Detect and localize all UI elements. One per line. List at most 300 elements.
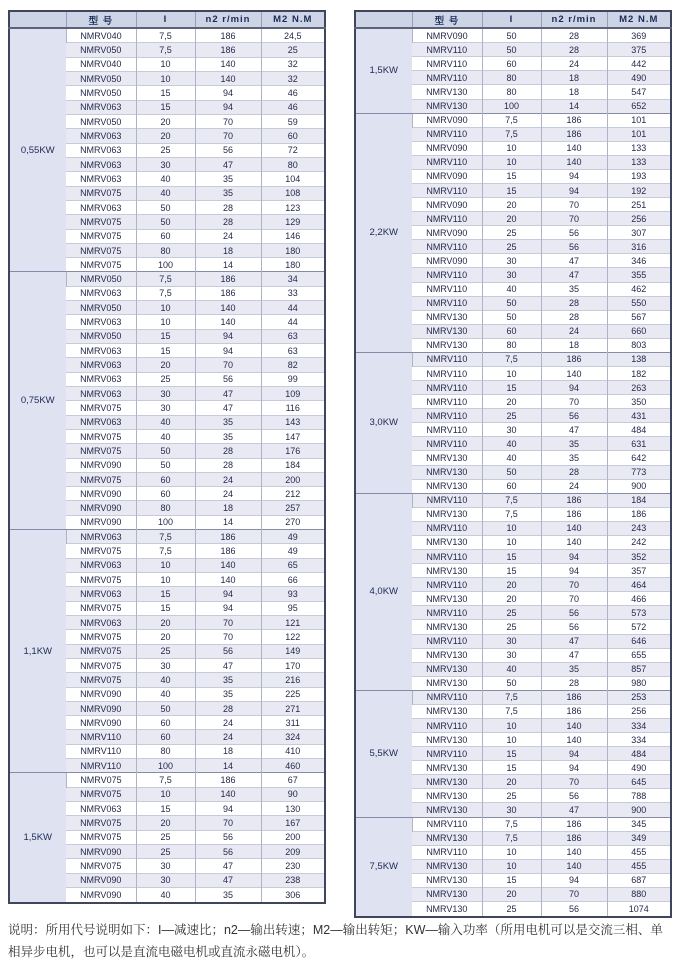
torque-cell: 243 [607, 521, 671, 535]
speed-cell: 28 [195, 701, 261, 715]
speed-cell: 140 [195, 315, 261, 329]
model-cell: NMRV130 [412, 620, 482, 634]
speed-cell: 47 [195, 386, 261, 400]
speed-cell: 24 [541, 57, 607, 71]
model-cell: NMRV090 [66, 873, 136, 887]
speed-cell: 186 [195, 286, 261, 300]
ratio-cell: 10 [482, 141, 541, 155]
power-header-cell [9, 11, 66, 28]
speed-cell: 94 [195, 601, 261, 615]
torque-cell: 59 [261, 115, 325, 129]
ratio-cell: 30 [136, 401, 195, 415]
torque-cell: 369 [607, 28, 671, 43]
torque-cell: 257 [261, 501, 325, 515]
ratio-cell: 20 [136, 358, 195, 372]
ratio-cell: 7,5 [482, 704, 541, 718]
torque-cell: 645 [607, 775, 671, 789]
power-cell: 3,0KW [355, 352, 412, 493]
torque-cell: 46 [261, 86, 325, 100]
torque-cell: 216 [261, 673, 325, 687]
model-cell: NMRV063 [66, 344, 136, 358]
ratio-cell: 30 [136, 386, 195, 400]
speed-cell: 56 [541, 901, 607, 917]
torque-cell: 484 [607, 423, 671, 437]
speed-cell: 47 [541, 423, 607, 437]
model-cell: NMRV050 [66, 329, 136, 343]
speed-cell: 186 [541, 690, 607, 704]
ratio-cell: 15 [482, 873, 541, 887]
torque-cell: 307 [607, 226, 671, 240]
power-header-cell [355, 11, 412, 28]
model-cell: NMRV110 [412, 409, 482, 423]
model-cell: NMRV063 [66, 172, 136, 186]
torque-cell: 186 [607, 507, 671, 521]
table-left-body [9, 28, 325, 903]
torque-cell: 256 [607, 212, 671, 226]
model-cell: NMRV075 [66, 787, 136, 801]
ratio-cell: 7,5 [482, 352, 541, 366]
speed-cell: 14 [195, 515, 261, 529]
model-cell: NMRV130 [412, 704, 482, 718]
model-cell: NMRV110 [412, 296, 482, 310]
model-cell: NMRV110 [66, 744, 136, 758]
model-cell: NMRV075 [66, 472, 136, 486]
torque-cell: 116 [261, 401, 325, 415]
speed-cell: 56 [541, 226, 607, 240]
speed-cell: 94 [541, 550, 607, 564]
ratio-cell: 20 [482, 592, 541, 606]
speed-cell: 47 [195, 859, 261, 873]
ratio-cell: 50 [482, 28, 541, 43]
model-cell: NMRV130 [412, 451, 482, 465]
model-cell: NMRV110 [412, 437, 482, 451]
speed-cell: 70 [195, 630, 261, 644]
ratio-cell: 15 [136, 329, 195, 343]
model-cell: NMRV130 [412, 648, 482, 662]
torque-cell: 345 [607, 817, 671, 831]
ratio-cell: 10 [136, 787, 195, 801]
speed-cell: 56 [195, 143, 261, 157]
model-cell: NMRV130 [412, 324, 482, 338]
model-cell: NMRV063 [66, 415, 136, 429]
torque-cell: 803 [607, 338, 671, 352]
ratio-cell: 50 [136, 200, 195, 214]
torque-cell: 192 [607, 184, 671, 198]
ratio-cell: 20 [136, 615, 195, 629]
torque-cell: 82 [261, 358, 325, 372]
torque-cell: 34 [261, 272, 325, 286]
torque-cell: 32 [261, 57, 325, 71]
model-cell: NMRV110 [412, 718, 482, 732]
torque-cell: 225 [261, 687, 325, 701]
ratio-cell: 25 [482, 409, 541, 423]
model-cell: NMRV110 [412, 367, 482, 381]
ratio-cell: 10 [482, 521, 541, 535]
torque-cell: 572 [607, 620, 671, 634]
torque-cell: 49 [261, 544, 325, 558]
ratio-cell: 15 [136, 100, 195, 114]
ratio-cell: 80 [136, 744, 195, 758]
torque-cell: 462 [607, 282, 671, 296]
ratio-cell: 40 [136, 415, 195, 429]
table-row [355, 113, 671, 127]
torque-cell: 121 [261, 615, 325, 629]
speed-cell: 56 [541, 620, 607, 634]
torque-cell: 567 [607, 310, 671, 324]
ratio-cell: 15 [136, 802, 195, 816]
model-cell: NMRV130 [412, 873, 482, 887]
speed-cell: 35 [195, 415, 261, 429]
torque-cell: 80 [261, 157, 325, 171]
torque-cell: 170 [261, 658, 325, 672]
torque-cell: 464 [607, 578, 671, 592]
speed-cell: 47 [541, 803, 607, 817]
speed-cell: 28 [541, 676, 607, 690]
torque-cell: 271 [261, 701, 325, 715]
ratio-cell: 60 [136, 472, 195, 486]
ratio-header: I [482, 11, 541, 28]
torque-cell: 67 [261, 773, 325, 787]
ratio-cell: 10 [482, 733, 541, 747]
model-cell: NMRV075 [66, 816, 136, 830]
torque-cell: 101 [607, 113, 671, 127]
model-cell: NMRV063 [66, 157, 136, 171]
speed-cell: 186 [195, 530, 261, 544]
model-cell: NMRV063 [66, 286, 136, 300]
ratio-cell: 10 [136, 558, 195, 572]
speed-cell: 28 [195, 458, 261, 472]
ratio-cell: 25 [482, 226, 541, 240]
model-cell: NMRV090 [66, 687, 136, 701]
torque-cell: 101 [607, 127, 671, 141]
ratio-cell: 15 [482, 381, 541, 395]
torque-cell: 655 [607, 648, 671, 662]
torque-cell: 104 [261, 172, 325, 186]
ratio-cell: 40 [136, 186, 195, 200]
ratio-cell: 7,5 [482, 127, 541, 141]
ratio-header: I [136, 11, 195, 28]
model-cell: NMRV063 [66, 530, 136, 544]
torque-cell: 49 [261, 530, 325, 544]
ratio-cell: 20 [136, 129, 195, 143]
torque-cell: 238 [261, 873, 325, 887]
torque-cell: 99 [261, 372, 325, 386]
ratio-cell: 60 [482, 324, 541, 338]
model-cell: NMRV090 [66, 501, 136, 515]
model-cell: NMRV110 [412, 521, 482, 535]
model-cell: NMRV130 [412, 733, 482, 747]
speed-cell: 56 [541, 606, 607, 620]
torque-cell: 455 [607, 859, 671, 873]
ratio-cell: 30 [482, 803, 541, 817]
torque-cell: 547 [607, 85, 671, 99]
torque-cell: 123 [261, 200, 325, 214]
torque-cell: 788 [607, 789, 671, 803]
table-row [9, 272, 325, 286]
model-cell: NMRV075 [66, 773, 136, 787]
speed-cell: 35 [195, 172, 261, 186]
ratio-cell: 50 [482, 676, 541, 690]
speed-cell: 56 [541, 409, 607, 423]
ratio-cell: 10 [482, 155, 541, 169]
speed-cell: 186 [195, 773, 261, 787]
torque-cell: 66 [261, 573, 325, 587]
model-cell: NMRV130 [412, 535, 482, 549]
speed-cell: 18 [541, 71, 607, 85]
speed-cell: 140 [541, 859, 607, 873]
model-cell: NMRV110 [412, 127, 482, 141]
torque-cell: 193 [607, 169, 671, 183]
speed-cell: 186 [541, 493, 607, 507]
model-cell: NMRV063 [66, 129, 136, 143]
model-cell: NMRV075 [66, 429, 136, 443]
model-cell: NMRV110 [412, 352, 482, 366]
ratio-cell: 30 [136, 157, 195, 171]
torque-cell: 133 [607, 155, 671, 169]
ratio-cell: 10 [136, 315, 195, 329]
torque-cell: 184 [607, 493, 671, 507]
ratio-cell: 20 [136, 115, 195, 129]
legend-note: 说明：所用代号说明如下：I—减速比；n2—输出转速；M2—输出转矩；KW—输入功率（所用电机可以是交流三相、单相异步电机，也可以是直流电磁电机或直流永磁电机）。 [8, 923, 663, 959]
power-cell: 7,5KW [355, 817, 412, 917]
torque-cell: 660 [607, 324, 671, 338]
ratio-cell: 80 [482, 71, 541, 85]
torque-cell: 25 [261, 43, 325, 57]
speed-cell: 35 [195, 673, 261, 687]
speed-cell: 18 [195, 744, 261, 758]
torque-cell: 242 [607, 535, 671, 549]
model-cell: NMRV110 [412, 282, 482, 296]
torque-cell: 60 [261, 129, 325, 143]
model-cell: NMRV075 [66, 258, 136, 272]
model-cell: NMRV063 [66, 315, 136, 329]
ratio-cell: 10 [482, 367, 541, 381]
speed-cell: 94 [541, 564, 607, 578]
ratio-cell: 15 [136, 344, 195, 358]
ratio-cell: 7,5 [136, 544, 195, 558]
model-cell: NMRV130 [412, 761, 482, 775]
speed-cell: 28 [541, 310, 607, 324]
torque-cell: 900 [607, 479, 671, 493]
speed-cell: 70 [541, 592, 607, 606]
ratio-cell: 20 [482, 887, 541, 901]
table-right-body [355, 28, 671, 917]
speed-cell: 35 [195, 687, 261, 701]
torque-cell: 490 [607, 71, 671, 85]
model-cell: NMRV090 [412, 169, 482, 183]
speed-cell: 186 [541, 113, 607, 127]
model-cell: NMRV050 [66, 86, 136, 100]
model-cell: NMRV110 [412, 71, 482, 85]
torque-cell: 646 [607, 634, 671, 648]
torque-cell: 184 [261, 458, 325, 472]
model-cell: NMRV075 [66, 444, 136, 458]
torque-cell: 146 [261, 229, 325, 243]
speed-cell: 140 [195, 57, 261, 71]
torque-cell: 573 [607, 606, 671, 620]
torque-cell: 63 [261, 344, 325, 358]
torque-cell: 352 [607, 550, 671, 564]
ratio-cell: 80 [482, 85, 541, 99]
torque-cell: 133 [607, 141, 671, 155]
model-header: 型 号 [412, 11, 482, 28]
ratio-cell: 15 [136, 587, 195, 601]
model-cell: NMRV110 [412, 817, 482, 831]
speed-cell: 140 [541, 155, 607, 169]
model-cell: NMRV050 [66, 272, 136, 286]
ratio-cell: 25 [136, 844, 195, 858]
spec-table-left [8, 10, 326, 904]
torque-cell: 256 [607, 704, 671, 718]
ratio-cell: 60 [482, 57, 541, 71]
model-cell: NMRV090 [66, 844, 136, 858]
speed-cell: 28 [541, 28, 607, 43]
model-cell: NMRV063 [66, 372, 136, 386]
model-cell: NMRV110 [412, 184, 482, 198]
model-cell: NMRV090 [66, 887, 136, 903]
ratio-cell: 30 [482, 634, 541, 648]
speed-cell: 186 [195, 43, 261, 57]
ratio-cell: 7,5 [136, 773, 195, 787]
speed-cell: 56 [195, 830, 261, 844]
model-cell: NMRV110 [412, 606, 482, 620]
speed-header: n2 r/min [541, 11, 607, 28]
speed-cell: 14 [195, 759, 261, 773]
model-cell: NMRV130 [412, 676, 482, 690]
ratio-cell: 80 [136, 501, 195, 515]
speed-cell: 18 [195, 501, 261, 515]
torque-cell: 410 [261, 744, 325, 758]
ratio-cell: 15 [482, 747, 541, 761]
speed-cell: 18 [541, 338, 607, 352]
speed-cell: 24 [195, 730, 261, 744]
ratio-cell: 60 [136, 716, 195, 730]
model-cell: NMRV075 [66, 673, 136, 687]
torque-cell: 355 [607, 268, 671, 282]
speed-cell: 186 [541, 127, 607, 141]
torque-cell: 460 [261, 759, 325, 773]
torque-cell: 334 [607, 718, 671, 732]
power-cell: 5,5KW [355, 690, 412, 817]
torque-cell: 182 [607, 367, 671, 381]
model-cell: NMRV110 [412, 57, 482, 71]
speed-cell: 70 [541, 212, 607, 226]
speed-cell: 35 [195, 186, 261, 200]
power-cell: 2,2KW [355, 113, 412, 352]
speed-cell: 186 [195, 544, 261, 558]
ratio-cell: 25 [482, 620, 541, 634]
speed-cell: 186 [541, 704, 607, 718]
model-cell: NMRV050 [66, 72, 136, 86]
model-cell: NMRV050 [66, 301, 136, 315]
speed-cell: 35 [541, 662, 607, 676]
torque-cell: 253 [607, 690, 671, 704]
torque-cell: 180 [261, 258, 325, 272]
model-cell: NMRV075 [66, 544, 136, 558]
spec-table-right [354, 10, 672, 918]
model-cell: NMRV110 [412, 747, 482, 761]
ratio-cell: 25 [482, 789, 541, 803]
model-cell: NMRV090 [412, 28, 482, 43]
ratio-cell: 100 [136, 759, 195, 773]
model-header: 型 号 [66, 11, 136, 28]
torque-cell: 349 [607, 831, 671, 845]
model-cell: NMRV110 [412, 268, 482, 282]
speed-cell: 28 [195, 200, 261, 214]
speed-cell: 186 [195, 272, 261, 286]
speed-cell: 94 [541, 184, 607, 198]
torque-cell: 455 [607, 845, 671, 859]
model-cell: NMRV130 [412, 887, 482, 901]
ratio-cell: 10 [136, 573, 195, 587]
torque-cell: 346 [607, 254, 671, 268]
torque-cell: 90 [261, 787, 325, 801]
ratio-cell: 10 [482, 718, 541, 732]
power-cell: 4,0KW [355, 493, 412, 690]
speed-cell: 14 [195, 258, 261, 272]
ratio-cell: 50 [482, 43, 541, 57]
model-cell: NMRV130 [412, 338, 482, 352]
header-row [9, 11, 325, 28]
torque-cell: 24,5 [261, 28, 325, 43]
speed-cell: 94 [541, 747, 607, 761]
speed-cell: 140 [195, 558, 261, 572]
torque-cell: 167 [261, 816, 325, 830]
torque-cell: 490 [607, 761, 671, 775]
ratio-cell: 20 [482, 212, 541, 226]
speed-cell: 186 [541, 817, 607, 831]
ratio-cell: 50 [136, 701, 195, 715]
torque-cell: 900 [607, 803, 671, 817]
ratio-cell: 10 [482, 859, 541, 873]
speed-cell: 140 [541, 521, 607, 535]
torque-cell: 32 [261, 72, 325, 86]
model-cell: NMRV090 [412, 226, 482, 240]
power-cell: 1,5KW [9, 773, 66, 903]
torque-cell: 209 [261, 844, 325, 858]
torque-cell: 143 [261, 415, 325, 429]
speed-cell: 186 [195, 28, 261, 43]
model-cell: NMRV040 [66, 28, 136, 43]
ratio-cell: 80 [482, 338, 541, 352]
speed-cell: 70 [195, 615, 261, 629]
ratio-cell: 30 [136, 658, 195, 672]
ratio-cell: 10 [482, 535, 541, 549]
torque-cell: 357 [607, 564, 671, 578]
power-cell: 0,75KW [9, 272, 66, 530]
model-cell: NMRV130 [412, 592, 482, 606]
speed-cell: 24 [541, 479, 607, 493]
torque-cell: 93 [261, 587, 325, 601]
speed-cell: 28 [541, 43, 607, 57]
ratio-cell: 30 [482, 254, 541, 268]
speed-cell: 186 [541, 507, 607, 521]
torque-cell: 631 [607, 437, 671, 451]
power-cell: 0,55KW [9, 28, 66, 272]
speed-cell: 35 [541, 282, 607, 296]
ratio-cell: 60 [482, 479, 541, 493]
ratio-cell: 30 [136, 873, 195, 887]
speed-cell: 35 [541, 437, 607, 451]
ratio-cell: 40 [482, 662, 541, 676]
model-cell: NMRV130 [412, 775, 482, 789]
speed-cell: 140 [541, 845, 607, 859]
model-cell: NMRV075 [66, 243, 136, 257]
speed-cell: 24 [195, 472, 261, 486]
ratio-cell: 20 [136, 630, 195, 644]
ratio-cell: 30 [482, 423, 541, 437]
torque-cell: 270 [261, 515, 325, 529]
